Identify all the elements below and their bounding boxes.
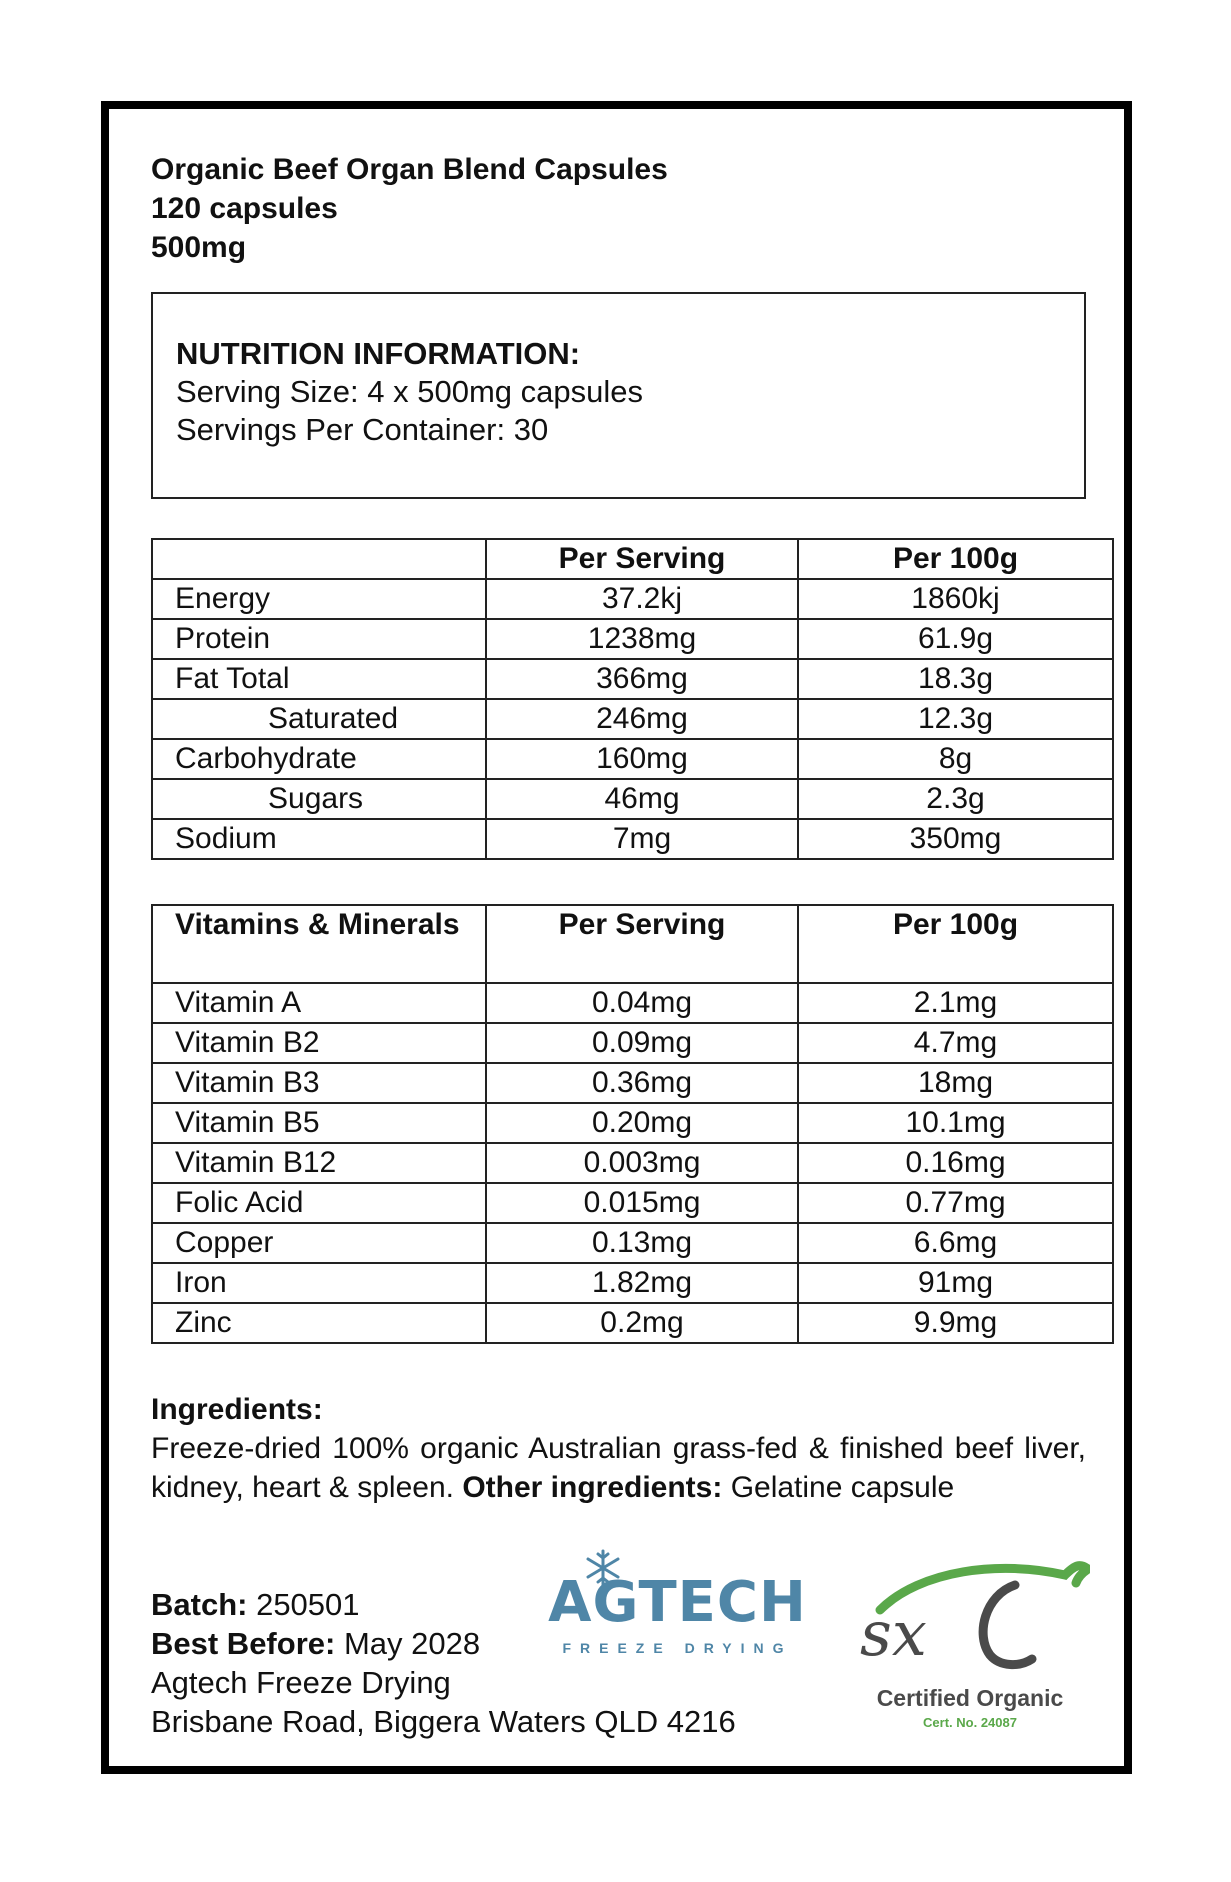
per-serving-cell: 0.003mg [486, 1143, 798, 1183]
row-name-cell: Sugars [152, 779, 486, 819]
sxc-cert-number: Cert. No. 24087 [923, 1715, 1017, 1730]
per-100g-cell: 10.1mg [798, 1103, 1113, 1143]
ingredients-text [151, 1429, 1086, 1507]
sxc-certified-organic-logo [850, 1555, 1090, 1735]
per-serving-cell: 0.015mg [486, 1183, 798, 1223]
sxc-certified-text: Certified Organic [876, 1685, 1064, 1711]
sxc-mark-icon [850, 1555, 1090, 1685]
best-before-label: Best Before: [151, 1626, 336, 1661]
per-100g-cell: 9.9mg [798, 1303, 1113, 1343]
table-row [152, 1063, 1113, 1103]
per-serving-cell: 246mg [486, 699, 798, 739]
vitamins-table [151, 904, 1114, 1344]
ingredients-section [151, 1390, 1086, 1507]
ingredients-main: Freeze-dried 100% organic Australian grass-fed & finished beef liver, kidney, heart & spleen. [151, 1432, 1086, 1504]
per-serving-cell: 0.13mg [486, 1223, 798, 1263]
per-serving-cell: 37.2kj [486, 579, 798, 619]
best-before-value: May 2028 [343, 1626, 481, 1661]
per-100g-cell: 0.77mg [798, 1183, 1113, 1223]
row-name-cell: Copper [152, 1223, 486, 1263]
per-100g-cell: 2.1mg [798, 983, 1113, 1023]
row-name-cell: Protein [152, 619, 486, 659]
per-serving-cell: 1.82mg [486, 1263, 798, 1303]
agtech-logo [535, 1548, 820, 1663]
per-100g-cell: 8g [798, 739, 1113, 779]
per-100g-cell: 91mg [798, 1263, 1113, 1303]
product-header [151, 150, 668, 267]
other-ingredients-text: Gelatine capsule [730, 1471, 955, 1504]
product-count: 120 capsules [151, 192, 338, 225]
per-serving-cell: 0.20mg [486, 1103, 798, 1143]
table-row [152, 1303, 1113, 1343]
row-name-cell: Zinc [152, 1303, 486, 1343]
row-name-cell: Iron [152, 1263, 486, 1303]
agtech-subtitle: FREEZE DRYING [562, 1640, 793, 1656]
table-row [152, 619, 1113, 659]
ingredients-title: Ingredients: [151, 1393, 323, 1426]
header-cell-per-100g: Per 100g [798, 539, 1113, 579]
header-cell-per-serving: Per Serving [486, 539, 798, 579]
table-row [152, 819, 1113, 859]
table-row [152, 579, 1113, 619]
per-100g-cell: 1860kj [798, 579, 1113, 619]
table-header-row [152, 905, 1113, 983]
header-cell-per-100g: Per 100g [798, 905, 1113, 983]
nutrition-table [151, 538, 1114, 860]
per-serving-cell: 0.04mg [486, 983, 798, 1023]
row-name-cell: Fat Total [152, 659, 486, 699]
per-serving-cell: 0.09mg [486, 1023, 798, 1063]
table-row [152, 1263, 1113, 1303]
table-row [152, 1183, 1113, 1223]
table-row [152, 1103, 1113, 1143]
per-100g-cell: 61.9g [798, 619, 1113, 659]
header-cell-blank [152, 539, 486, 579]
product-name: Organic Beef Organ Blend Capsules [151, 153, 668, 186]
per-100g-cell: 4.7mg [798, 1023, 1113, 1063]
per-serving-cell: 1238mg [486, 619, 798, 659]
per-serving-cell: 0.2mg [486, 1303, 798, 1343]
table-row [152, 739, 1113, 779]
row-name-cell: Carbohydrate [152, 739, 486, 779]
per-serving-cell: 7mg [486, 819, 798, 859]
per-serving-cell: 366mg [486, 659, 798, 699]
row-name-cell: Folic Acid [152, 1183, 486, 1223]
table-row [152, 779, 1113, 819]
table-row [152, 659, 1113, 699]
row-name-cell: Vitamin B5 [152, 1103, 486, 1143]
per-serving-cell: 46mg [486, 779, 798, 819]
table-header-row [152, 539, 1113, 579]
table-row [152, 1223, 1113, 1263]
table-row [152, 983, 1113, 1023]
row-name-cell: Vitamin A [152, 983, 486, 1023]
header-cell-per-serving: Per Serving [486, 905, 798, 983]
row-name-cell: Vitamin B12 [152, 1143, 486, 1183]
batch-label: Batch: [151, 1587, 248, 1622]
product-weight: 500mg [151, 231, 247, 264]
per-100g-cell: 12.3g [798, 699, 1113, 739]
per-100g-cell: 18.3g [798, 659, 1113, 699]
batch-value: 250501 [256, 1587, 360, 1622]
agtech-name: AGTECH [548, 1570, 807, 1635]
row-name-cell: Sodium [152, 819, 486, 859]
table-row [152, 1143, 1113, 1183]
nutrition-info-title: NUTRITION INFORMATION: [176, 336, 581, 371]
company-address: Brisbane Road, Biggera Waters QLD 4216 [151, 1704, 736, 1739]
row-name-cell: Saturated [152, 699, 486, 739]
row-name-cell: Energy [152, 579, 486, 619]
per-serving-cell: 0.36mg [486, 1063, 798, 1103]
table-row [152, 1023, 1113, 1063]
per-100g-cell: 0.16mg [798, 1143, 1113, 1183]
per-100g-cell: 18mg [798, 1063, 1113, 1103]
table-row [152, 699, 1113, 739]
per-serving-cell: 160mg [486, 739, 798, 779]
serving-size: Serving Size: 4 x 500mg capsules [176, 374, 643, 409]
row-name-cell: Vitamin B3 [152, 1063, 486, 1103]
company-name: Agtech Freeze Drying [151, 1665, 451, 1700]
per-100g-cell: 6.6mg [798, 1223, 1113, 1263]
svg-text:sx: sx [860, 1597, 927, 1670]
per-100g-cell: 2.3g [798, 779, 1113, 819]
row-name-cell: Vitamin B2 [152, 1023, 486, 1063]
other-ingredients-label: Other ingredients: [462, 1471, 723, 1504]
per-100g-cell: 350mg [798, 819, 1113, 859]
nutrition-info-box [151, 292, 1086, 499]
header-cell-vitamins: Vitamins & Minerals [152, 905, 486, 983]
servings-per-container: Servings Per Container: 30 [176, 412, 549, 447]
